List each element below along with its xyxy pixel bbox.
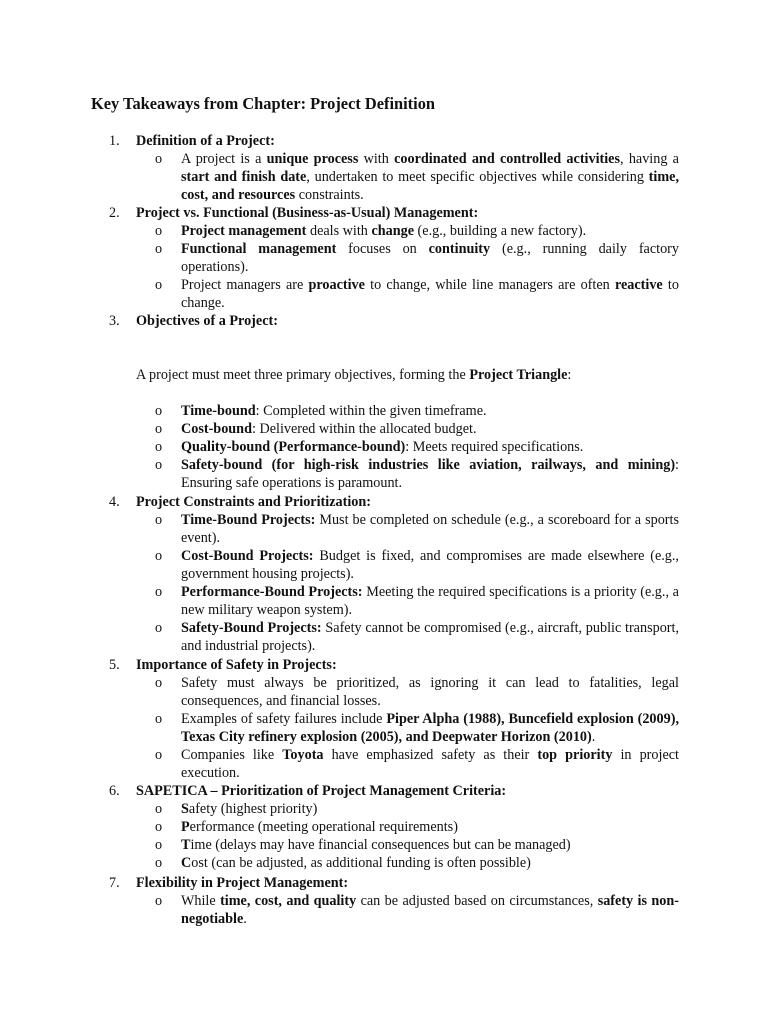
text-run: Budget is fixed, and compromises are made elsewhere (e.g., government housing projects). bbox=[181, 548, 679, 582]
bold-run: continuity bbox=[428, 241, 491, 257]
bullet-text bbox=[181, 438, 679, 456]
bullet-marker: o bbox=[155, 151, 163, 167]
bold-run: time, cost, and resources bbox=[181, 169, 679, 203]
section-intro-paragraph bbox=[136, 366, 696, 384]
bullet-text bbox=[181, 402, 679, 420]
text-run: Meeting the required specifications is a priority (e.g., a new military weapon system). bbox=[181, 584, 679, 618]
bold-run: unique process bbox=[266, 151, 359, 167]
bullet-marker: o bbox=[155, 421, 163, 437]
text-run: in project execution. bbox=[181, 747, 679, 781]
bullet-marker: o bbox=[155, 439, 163, 455]
bullet-item bbox=[155, 710, 679, 746]
bullet-marker: o bbox=[155, 241, 163, 257]
bold-run: start and finish date bbox=[181, 169, 307, 185]
text-run: with bbox=[358, 151, 395, 167]
section-heading bbox=[109, 204, 709, 222]
bullet-marker: o bbox=[155, 675, 163, 691]
bullet-text bbox=[181, 674, 679, 710]
text-run: Companies like bbox=[181, 747, 283, 763]
text-run: , undertaken to meet specific objectives while considering bbox=[306, 169, 649, 185]
bullet-text bbox=[181, 222, 679, 240]
bullet-text bbox=[181, 836, 679, 854]
bullet-marker: o bbox=[155, 457, 163, 473]
text-run: (e.g., running daily factory operations). bbox=[181, 241, 679, 275]
text-run: focuses on bbox=[336, 241, 429, 257]
text-run: ime (delays may have financial consequences but can be managed) bbox=[190, 837, 571, 853]
bullet-text bbox=[181, 710, 679, 746]
bullet-item bbox=[155, 836, 679, 854]
section-number: 4. bbox=[109, 494, 120, 510]
bold-run: Quality-bound (Performance-bound) bbox=[181, 439, 406, 455]
text-run: : bbox=[567, 367, 572, 383]
text-run: Safety cannot be compromised (e.g., aircraft, public transport, and industrial projects). bbox=[181, 620, 679, 654]
section-number: 2. bbox=[109, 205, 120, 221]
text-run: : Delivered within the allocated budget. bbox=[251, 421, 477, 437]
bullet-marker: o bbox=[155, 819, 163, 835]
bullet-item bbox=[155, 438, 679, 456]
text-run: : Meets required specifications. bbox=[405, 439, 584, 455]
section-heading-text: Flexibility in Project Management: bbox=[136, 875, 349, 891]
bullet-text bbox=[181, 892, 679, 928]
section-heading-text: Definition of a Project: bbox=[136, 133, 275, 149]
bullet-item bbox=[155, 276, 679, 312]
bullet-text bbox=[181, 511, 679, 547]
bullet-marker: o bbox=[155, 747, 163, 763]
bullet-marker: o bbox=[155, 548, 163, 564]
bullet-item bbox=[155, 222, 679, 240]
bold-run: T bbox=[181, 837, 191, 853]
bullet-item bbox=[155, 619, 679, 655]
bold-run: P bbox=[181, 819, 190, 835]
section-number: 6. bbox=[109, 783, 120, 799]
bold-run: S bbox=[181, 801, 189, 817]
bold-run: Time-Bound Projects: bbox=[181, 512, 316, 528]
bold-run: Cost-bound bbox=[181, 421, 252, 437]
text-run: A project must meet three primary objectives, forming the bbox=[136, 367, 470, 383]
bullet-item bbox=[155, 892, 679, 928]
bullet-item bbox=[155, 456, 679, 492]
section-heading bbox=[109, 312, 709, 330]
bullet-marker: o bbox=[155, 223, 163, 239]
text-run: Safety must always be prioritized, as ignoring it can lead to fatalities, legal consequences, and financial losses. bbox=[181, 675, 679, 709]
bullet-marker: o bbox=[155, 277, 163, 293]
text-run: to change, while line managers are often bbox=[364, 277, 615, 293]
bullet-item bbox=[155, 583, 679, 619]
text-run: Project managers are bbox=[181, 277, 309, 293]
bold-run: Cost-Bound Projects: bbox=[181, 548, 314, 564]
bold-run: reactive bbox=[614, 277, 663, 293]
bullet-marker: o bbox=[155, 403, 163, 419]
section-heading bbox=[109, 132, 709, 150]
text-run: . bbox=[243, 911, 247, 927]
bullet-marker: o bbox=[155, 620, 163, 636]
section-number: 5. bbox=[109, 657, 120, 673]
text-run: Examples of safety failures include bbox=[181, 711, 387, 727]
section-heading-text: Project vs. Functional (Business-as-Usual) Management: bbox=[136, 205, 479, 221]
text-run: While bbox=[181, 893, 221, 909]
bullet-text bbox=[181, 583, 679, 619]
section-heading bbox=[109, 782, 709, 800]
bullet-marker: o bbox=[155, 512, 163, 528]
bold-run: Piper Alpha (1988), Buncefield explosion (2009), Texas City refinery explosion (2005), and Deepwater Horizon (2010) bbox=[181, 711, 679, 745]
bullet-text bbox=[181, 800, 679, 818]
section-heading bbox=[109, 874, 709, 892]
bold-run: top priority bbox=[537, 747, 613, 763]
text-run: Must be completed on schedule (e.g., a scoreboard for a sports event). bbox=[181, 512, 679, 546]
section-heading bbox=[109, 493, 709, 511]
section-heading bbox=[109, 656, 709, 674]
section-heading-text: Project Constraints and Prioritization: bbox=[136, 494, 371, 510]
bullet-item bbox=[155, 800, 679, 818]
bullet-item bbox=[155, 854, 679, 872]
bullet-text bbox=[181, 619, 679, 655]
bullet-item bbox=[155, 746, 679, 782]
section-number: 7. bbox=[109, 875, 120, 891]
section-heading-text: SAPETICA – Prioritization of Project Management Criteria: bbox=[136, 783, 507, 799]
document-title: Key Takeaways from Chapter: Project Definition bbox=[91, 94, 436, 113]
bullet-item bbox=[155, 240, 679, 276]
bold-run: Performance-Bound Projects: bbox=[181, 584, 363, 600]
text-run: ost (can be adjusted, as additional funding is often possible) bbox=[191, 855, 531, 871]
bold-run: Project Triangle bbox=[469, 367, 568, 383]
section-heading-text: Objectives of a Project: bbox=[136, 313, 278, 329]
bullet-text bbox=[181, 420, 679, 438]
text-run: have emphasized safety as their bbox=[323, 747, 538, 763]
bullet-marker: o bbox=[155, 711, 163, 727]
text-run: deals with bbox=[306, 223, 372, 239]
bullet-item bbox=[155, 402, 679, 420]
bold-run: change bbox=[371, 223, 414, 239]
bullet-text bbox=[181, 276, 679, 312]
bold-run: Safety-bound (for high-risk industries like aviation, railways, and mining) bbox=[181, 457, 676, 473]
section-number: 3. bbox=[109, 313, 120, 329]
bullet-text bbox=[181, 547, 679, 583]
bold-run: coordinated and controlled activities bbox=[394, 151, 621, 167]
text-run: (e.g., building a new factory). bbox=[414, 223, 587, 239]
text-run: : Ensuring safe operations is paramount. bbox=[181, 457, 679, 491]
bullet-text bbox=[181, 818, 679, 836]
bullet-item bbox=[155, 420, 679, 438]
section-heading-text: Importance of Safety in Projects: bbox=[136, 657, 337, 673]
bullet-marker: o bbox=[155, 893, 163, 909]
bullet-marker: o bbox=[155, 837, 163, 853]
bold-run: Time-bound bbox=[181, 403, 256, 419]
section-number: 1. bbox=[109, 133, 120, 149]
bold-run: Project management bbox=[181, 223, 307, 239]
bullet-item bbox=[155, 818, 679, 836]
bold-run: safety is non-negotiable bbox=[181, 893, 679, 927]
bullet-text bbox=[181, 456, 679, 492]
text-run: : Completed within the given timeframe. bbox=[255, 403, 487, 419]
bold-run: time, cost, and quality bbox=[220, 893, 357, 909]
bullet-text bbox=[181, 150, 679, 204]
text-run: . bbox=[591, 729, 596, 745]
bullet-marker: o bbox=[155, 801, 163, 817]
bullet-text bbox=[181, 240, 679, 276]
text-run: can be adjusted based on circumstances, bbox=[356, 893, 598, 909]
text-run: A project is a bbox=[181, 151, 267, 167]
text-run: erformance (meeting operational requirements) bbox=[189, 819, 458, 835]
bullet-text bbox=[181, 854, 679, 872]
bullet-item bbox=[155, 547, 679, 583]
text-run: to change. bbox=[181, 277, 679, 311]
bullet-marker: o bbox=[155, 855, 163, 871]
bold-run: Functional management bbox=[181, 241, 337, 257]
bold-run: C bbox=[181, 855, 192, 871]
bold-run: Safety-Bound Projects: bbox=[181, 620, 322, 636]
text-run: , having a bbox=[620, 151, 679, 167]
bullet-item bbox=[155, 511, 679, 547]
bullet-item bbox=[155, 150, 679, 204]
bold-run: Toyota bbox=[282, 747, 324, 763]
text-run: constraints. bbox=[295, 187, 364, 203]
bold-run: proactive bbox=[308, 277, 365, 293]
bullet-text bbox=[181, 746, 679, 782]
bullet-item bbox=[155, 674, 679, 710]
bullet-marker: o bbox=[155, 584, 163, 600]
text-run: afety (highest priority) bbox=[188, 801, 318, 817]
